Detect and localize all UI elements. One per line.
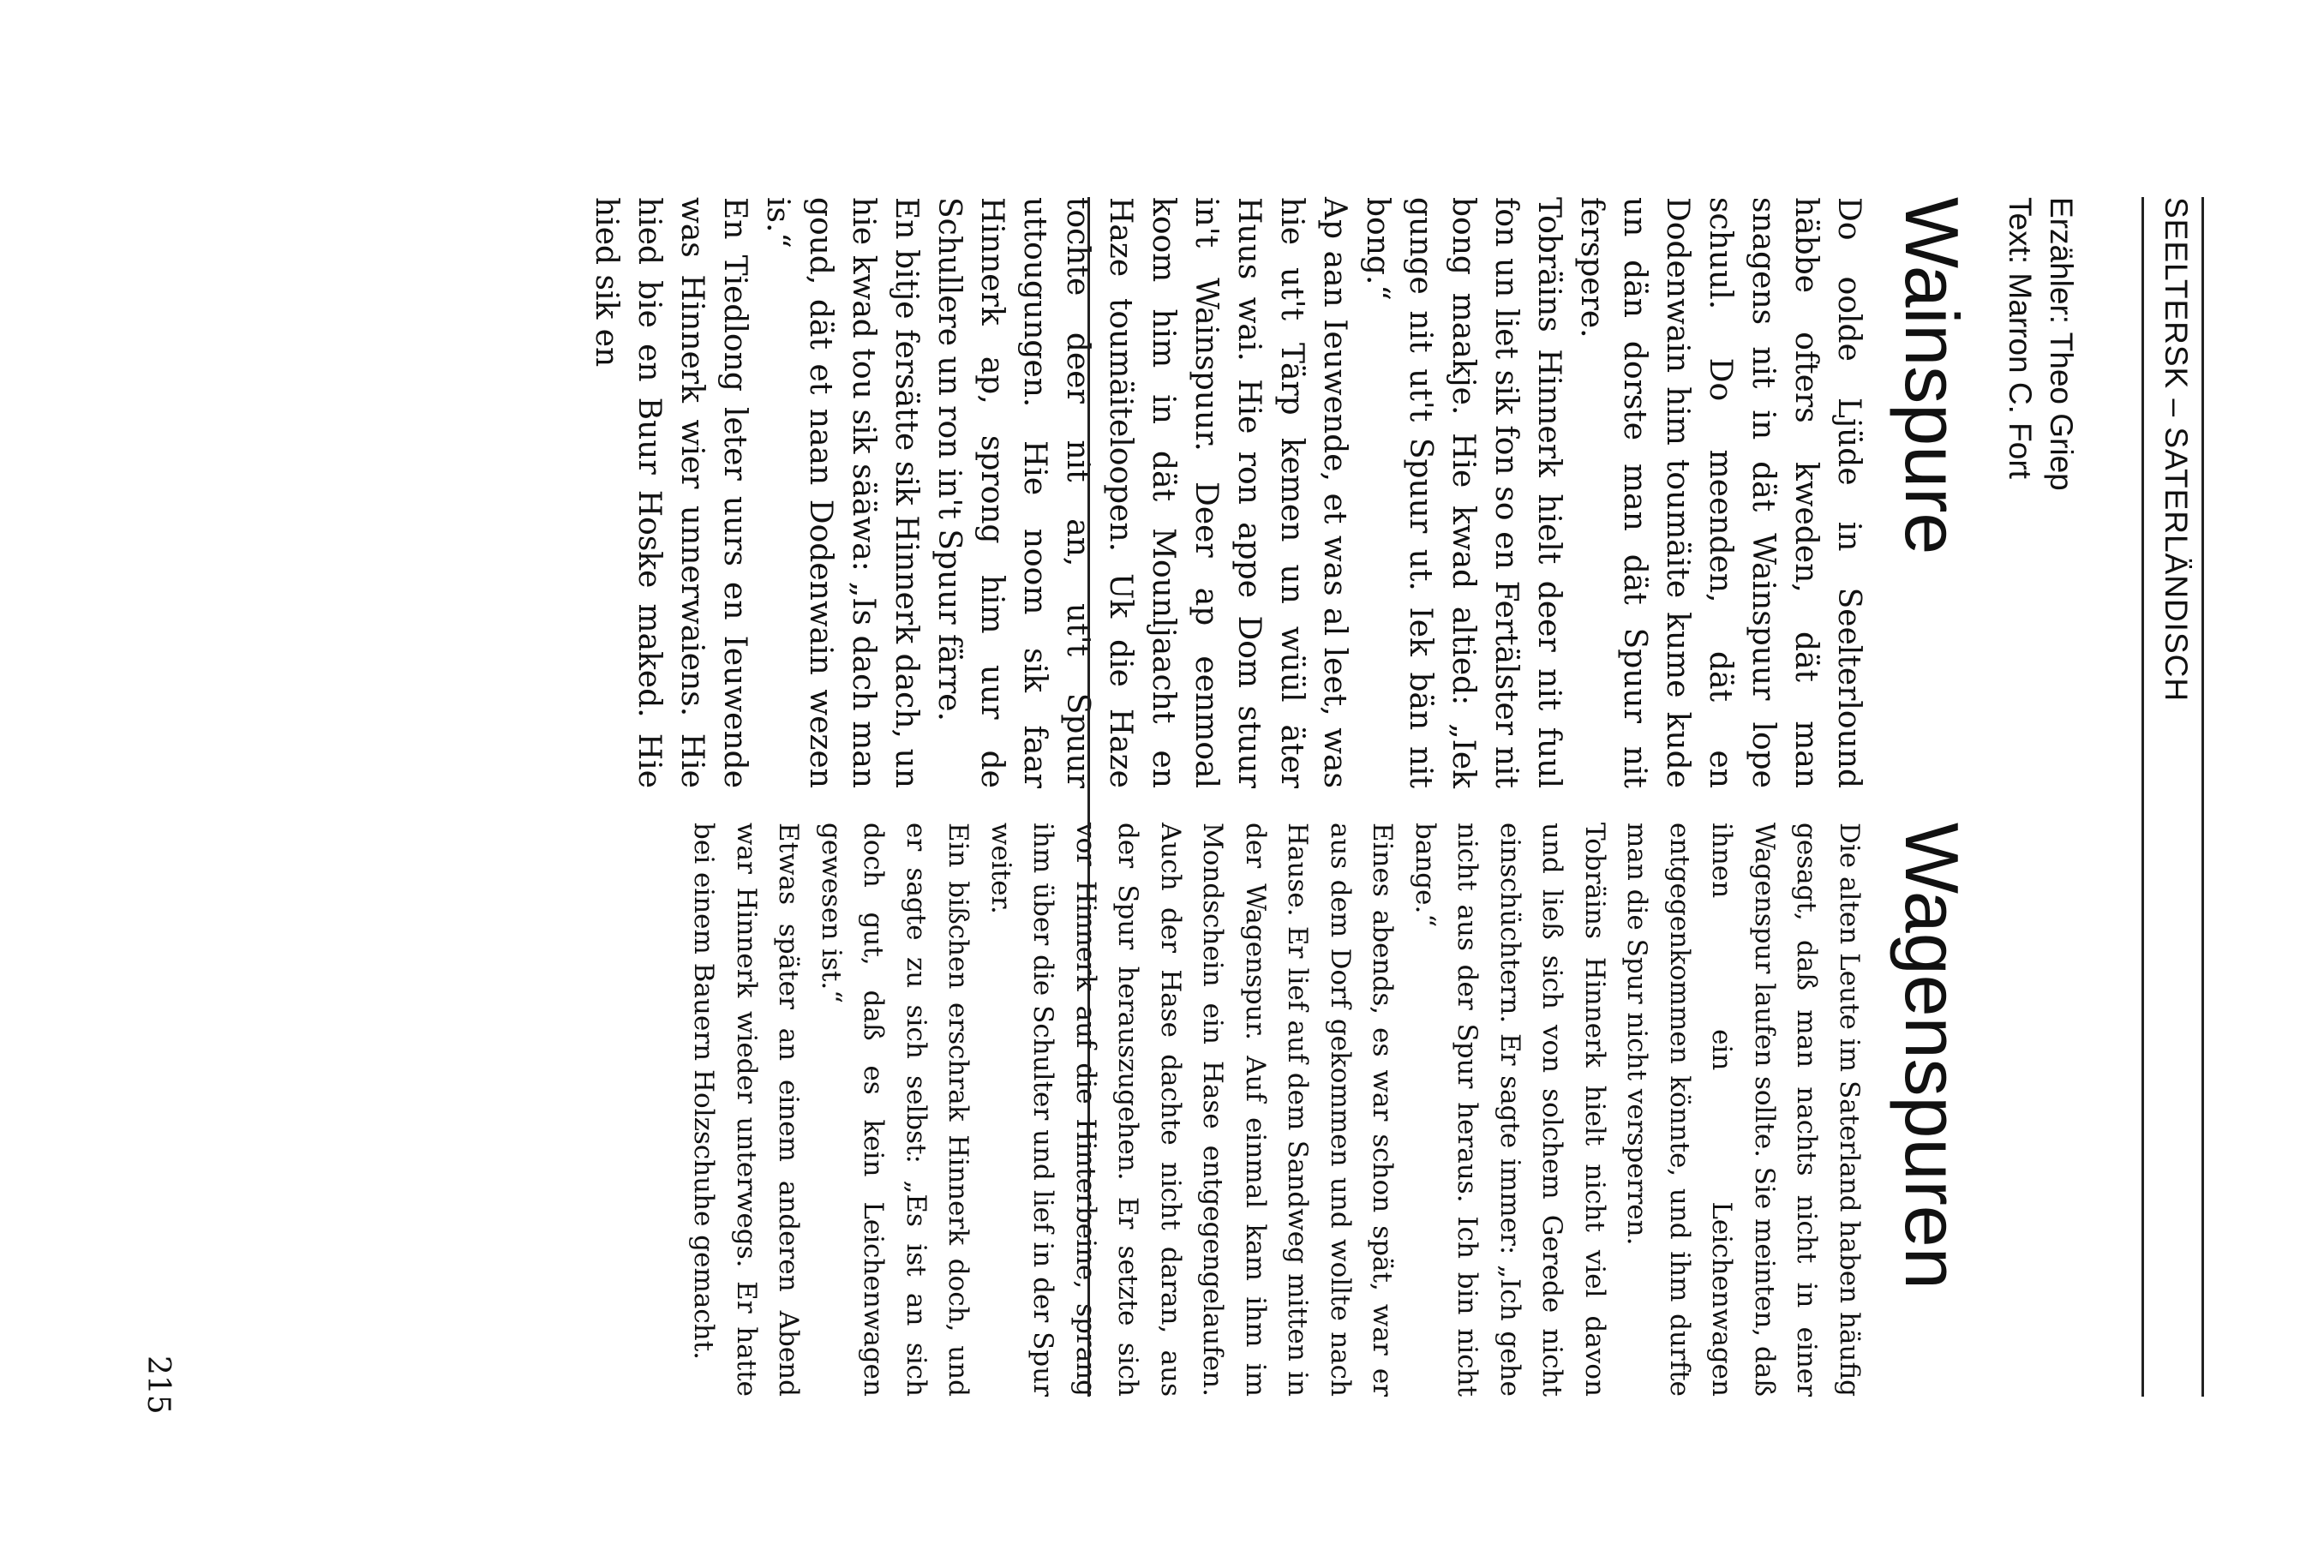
paragraph: En Tiedlong leter uurs en Ieuwende was Hinnerk wier unnerwaiens. Hie hied bie en Buur Hoske maked. Hie hied sik en [589, 197, 752, 788]
paragraph: En bitje fersätte sik Hinnerk dach, un hie kwad tou sik sääwa: „Is dach man goud, dät et naan Dodenwain wezen is.“ [760, 197, 924, 788]
credit-narrator: Erzähler: Theo Griep [2044, 197, 2079, 491]
page-header: SEELTERSK – SATERLÄNDISCH [2159, 197, 2194, 703]
text-column-german [682, 823, 1870, 1397]
paragraph: Tobräins Hinnerk hielt deer nit fuul fon un liet sik fon so en Fertälster nit bong maakje. Hie kwad altied: „Iek gunge nit ut't Spuur ut. Iek bän nit bong.“ [1360, 197, 1566, 788]
paragraph: Tobräins Hinnerk hielt nicht viel davon und ließ sich von solchem Gerede nicht einschüchtern. Er sagte immer: „Ich gehe nicht aus der Spur heraus. Ich bin nicht bange.“ [1410, 823, 1610, 1397]
title-german: Wagenspuren [1890, 823, 1974, 1290]
paragraph: Die alten Leute im Saterland haben häufig gesagt, daß man nachts nicht in einer Wagenspur laufen sollte. Sie meinten, daß ihnen ein Leichenwagen entgegenkommen könnte, und ihm durfte man die Spur nicht versperren. [1621, 823, 1865, 1397]
paragraph: Do oolde Ljüde in Seelterlound häbbe ofters kweden, dät man snagens nit in dät Wainspuur lope schuul. Do meenden, dät en Dodenwain him toumäite kume kude un dän dorste man dät Spuur nit ferspere. [1574, 197, 1866, 788]
text-column-saterfrisian [584, 197, 1870, 788]
credit-text: Text: Marron C. Fort [2003, 197, 2038, 479]
footer-rule [1087, 197, 1090, 1397]
paragraph: Ein bißchen erschrak Hinnerk doch, und er sagte zu sich selbst: „Es ist an sich doch gut, daß es kein Leichenwagen gewesen ist.“ [816, 823, 974, 1397]
paragraph: Etwas später an einem anderen Abend war Hinnerk wieder unterwegs. Er hatte bei einem Bauern Holzschuhe gemacht. [688, 823, 805, 1397]
title-saterfrisian: Wainspure [1890, 197, 1974, 555]
paragraph: Eines abends, es war schon spät, war er aus dem Dorf gekommen und wollte nach Hause. Er lief auf dem Sandweg mitten in der Wagenspur. Auf einmal kam ihm im Mondschein ein Hase entgegengelaufen. Auch der Hase dachte nicht daran, aus der Spur herauszugehen. Er setzte sich vor Hinnerk auf die Hinterbeine, sprang ihm über die Schulter und lief in der Spur weiter. [985, 823, 1399, 1397]
header-rule-top [2201, 197, 2204, 1397]
paragraph: Ap aan Ieuwende, et was al leet, was hie ut't Tärp kemen un wüül äter Huus wai. Hie ron appe Dom stuur in't Wainspuur. Deer ap eenmoal koom him in dät Mounljaacht en Haze toumäiteloopen. Uk die Haze tochte deer nit an, ut't Spuur uttougungen. Hie noom sik faar Hinnerk ap, sprong him uur de Schullere un ron in't Spuur färre. [931, 197, 1352, 788]
page-number: 215 [141, 1356, 176, 1415]
header-rule-bottom [2141, 197, 2144, 1397]
